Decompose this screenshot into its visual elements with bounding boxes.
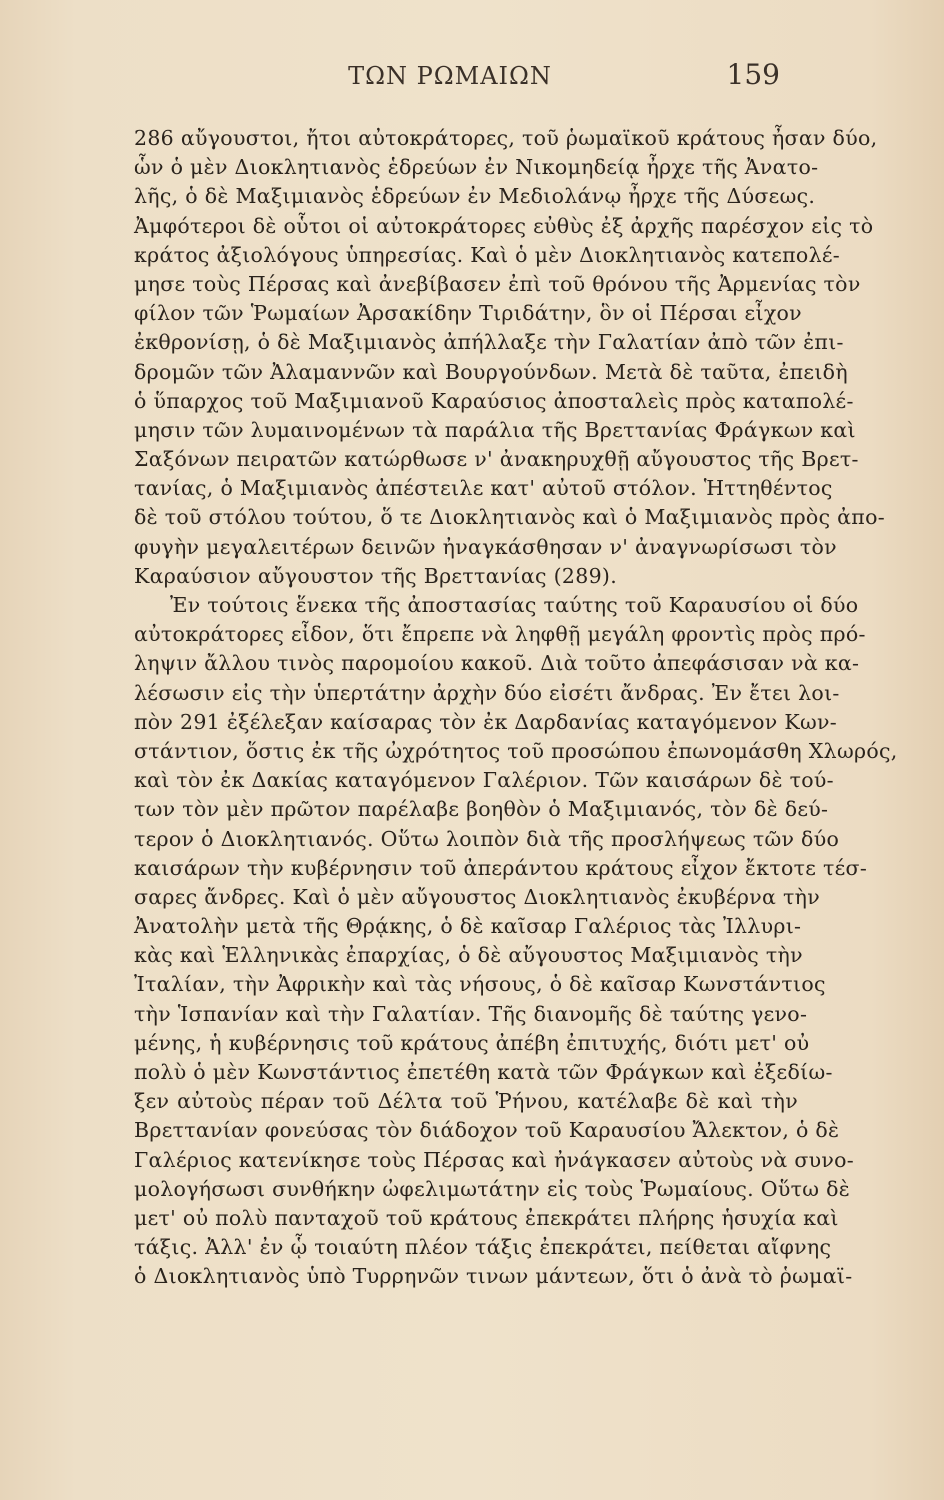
text-line: μησιν τῶν λυμαινομένων τὰ παράλια τῆς Βρεττανίας Φράγκων καὶ	[134, 417, 856, 442]
text-line: των τὸν μὲν πρῶτον παρέλαβε βοηθὸν ὁ Μαξιμιανός, τὸν δὲ δεύ-	[134, 797, 829, 822]
paragraph-start-line: Ἐν τούτοις ἕνεκα τῆς ἀποστασίας ταύτης τοῦ Καραυσίου οἱ δύο	[170, 593, 859, 617]
page-header	[120, 58, 780, 94]
text-line: κράτος ἀξιολόγους ὑπηρεσίας. Καὶ ὁ μὲν Διοκλητιανὸς κατεπολέ-	[134, 242, 841, 267]
text-line: καὶ τὸν ἐκ Δακίας καταγόμενον Γαλέριον. Τῶν καισάρων δὲ τού-	[134, 768, 834, 793]
text-line: τανίας, ὁ Μαξιμιανὸς ἀπέστειλε κατ' αὐτοῦ στόλον. Ἡττηθέντος	[134, 476, 833, 501]
text-line: λῆς, ὁ δὲ Μαξιμιανὸς ἑδρεύων ἐν Μεδιολάνῳ ἦρχε τῆς Δύσεως.	[134, 184, 816, 209]
text-line: τάξις. Ἀλλ' ἐν ᾧ τοιαύτη πλέον τάξις ἐπεκράτει, πείθεται αἴφνης	[134, 1235, 832, 1260]
running-title: ΤΩΝ ΡΩΜΑΙΩΝ	[348, 62, 552, 90]
text-line: Ἀνατολὴν μετὰ τῆς Θρᾴκης, ὁ δὲ καῖσαρ Γαλέριος τὰς Ἰλλυρι-	[134, 914, 802, 939]
text-line: μένης, ἡ κυβέρνησις τοῦ κράτους ἀπέβη ἐπιτυχής, διότι μετ' οὐ	[134, 1030, 810, 1055]
text-line: λέσωσιν εἰς τὴν ὑπερτάτην ἀρχὴν δύο εἰσέτι ἄνδρας. Ἐν ἔτει λοι-	[134, 680, 840, 705]
text-line: στάντιον, ὅστις ἐκ τῆς ὠχρότητος τοῦ προσώπου ἐπωνομάσθη Χλωρός,	[134, 738, 898, 763]
text-line: φυγὴν μεγαλειτέρων δεινῶν ἠναγκάσθησαν ν' ἀναγνωρίσωσι τὸν	[134, 534, 837, 559]
text-line: Σαξόνων πειρατῶν κατώρθωσε ν' ἀνακηρυχθῇ αὔγουστος τῆς Βρετ-	[134, 447, 859, 472]
text-line: αὐτοκράτορες εἶδον, ὅτι ἔπρεπε νὰ ληφθῇ μεγάλη φροντὶς πρὸς πρό-	[134, 622, 866, 647]
text-line: τερον ὁ Διοκλητιανός. Οὕτω λοιπὸν διὰ τῆς προσλήψεως τῶν δύο	[134, 826, 840, 851]
text-line: Ἀμφότεροι δὲ οὗτοι οἱ αὐτοκράτορες εὐθὺς ἐξ ἀρχῆς παρέσχον εἰς τὸ	[134, 213, 874, 238]
text-line: σαρες ἄνδρες. Καὶ ὁ μὲν αὔγουστος Διοκλητιανὸς ἐκυβέρνα τὴν	[134, 884, 820, 909]
text-line: καισάρων τὴν κυβέρνησιν τοῦ ἀπεράντου κράτους εἶχον ἔκτοτε τέσ-	[134, 855, 868, 880]
text-line: ληψιν ἄλλου τινὸς παρομοίου κακοῦ. Διὰ τοῦτο ἀπεφάσισαν νὰ κα-	[134, 651, 860, 676]
text-line: μολογήσωσι συνθήκην ὠφελιμωτάτην εἰς τοὺς Ῥωμαίους. Οὕτω δὲ	[134, 1176, 851, 1201]
text-line: μησε τοὺς Πέρσας καὶ ἀνεβίβασεν ἐπὶ τοῦ θρόνου τῆς Ἀρμενίας τὸν	[134, 271, 861, 296]
page-number: 159	[726, 58, 780, 91]
text-line: ὁ Διοκλητιανὸς ὑπὸ Τυρρηνῶν τινων μάντεων, ὅτι ὁ ἀνὰ τὸ ῥωμαϊ-	[134, 1264, 853, 1289]
text-line: πολὺ ὁ μὲν Κωνστάντιος ἐπετέθη κατὰ τῶν Φράγκων καὶ ἐξεδίω-	[134, 1060, 833, 1084]
text-line: ξεν αὐτοὺς πέραν τοῦ Δέλτα τοῦ Ῥήνου, κατέλαβε δὲ καὶ τὴν	[134, 1089, 798, 1114]
text-line: δρομῶν τῶν Ἀλαμαννῶν καὶ Βουργούνδων. Μετὰ δὲ ταῦτα, ἐπειδὴ	[134, 359, 848, 384]
text-line: ἐκθρονίσῃ, ὁ δὲ Μαξιμιανὸς ἀπήλλαξε τὴν Γαλατίαν ἀπὸ τῶν ἐπι-	[134, 330, 844, 355]
text-line: μετ' οὐ πολὺ πανταχοῦ τοῦ κράτους ἐπεκράτει πλήρης ἡσυχία καὶ	[134, 1205, 839, 1230]
text-line	[134, 1292, 798, 1321]
text-line: τὴν Ἱσπανίαν καὶ τὴν Γαλατίαν. Τῆς διανομῆς δὲ ταύτης γενο-	[134, 1001, 808, 1026]
text-line: ὁ ὕπαρχος τοῦ Μαξιμιανοῦ Καραύσιος ἀποσταλεὶς πρὸς καταπολέ-	[134, 388, 854, 413]
text-line: Ἰταλίαν, τὴν Ἀφρικὴν καὶ τὰς νήσους, ὁ δὲ καῖσαρ Κωνστάντιος	[134, 972, 826, 997]
text-line: κὰς καὶ Ἑλληνικὰς ἐπαρχίας, ὁ δὲ αὔγουστος Μαξιμιανὸς τὴν	[134, 943, 803, 968]
page-body	[134, 124, 898, 1321]
text-line: πὸν 291 ἐξέλεξαν καίσαρας τὸν ἐκ Δαρδανίας καταγόμενον Κων-	[134, 709, 837, 734]
text-line: Γαλέριος κατενίκησε τοὺς Πέρσας καὶ ἠνάγκασεν αὐτοὺς νὰ συνο-	[134, 1147, 855, 1172]
text-line: ὧν ὁ μὲν Διοκλητιανὸς ἑδρεύων ἐν Νικομηδείᾳ ἦρχε τῆς Ἀνατο-	[134, 155, 819, 180]
text-line: 286 αὔγουστοι, ἤτοι αὐτοκράτορες, τοῦ ῥωμαϊκοῦ κράτους ἦσαν δύο,	[134, 126, 878, 150]
text-line: Καραύσιον αὔγουστον τῆς Βρεττανίας (289).	[134, 563, 618, 588]
text-line: Βρεττανίαν φονεύσας τὸν διάδοχον τοῦ Καραυσίου Ἄλεκτον, ὁ δὲ	[134, 1118, 840, 1143]
text-line: δὲ τοῦ στόλου τούτου, ὅ τε Διοκλητιανὸς καὶ ὁ Μαξιμιανὸς πρὸς ἀπο-	[134, 505, 885, 530]
text-line: φίλον τῶν Ῥωμαίων Ἀρσακίδην Τιριδάτην, ὃν οἱ Πέρσαι εἶχον	[134, 301, 802, 326]
